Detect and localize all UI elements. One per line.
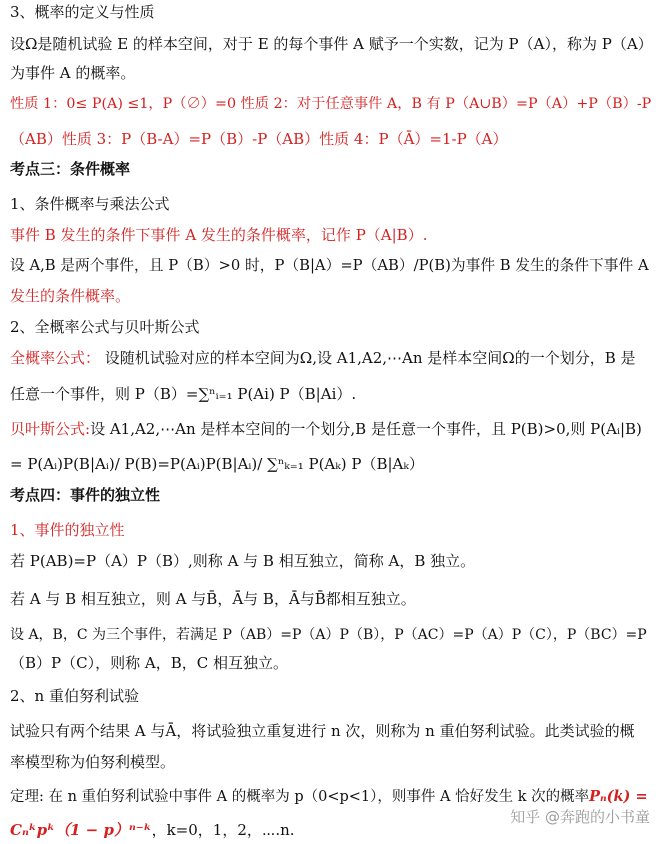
bernoulli-theorem-text: 定理: 在 n 重伯努利试验中事件 A 的概率为 p（0<p<1），则事件 A 恰好发生 k 次的概率 [10, 789, 590, 805]
independence-line-1: 若 P(AB)=P（A）P（B）,则称 A 与 B 相互独立，简称 A，B 独立。 [10, 552, 476, 570]
bernoulli-theorem-line-2 [10, 820, 295, 840]
heading-independence: 考点四：事件的独立性 [10, 486, 161, 504]
total-probability-line-2: 任意一个事件，则 P（B）=∑ⁿᵢ₌₁ P(Ai) P（B|Ai）. [10, 385, 357, 403]
subheading-bernoulli: 2、n 重伯努利试验 [10, 687, 139, 705]
conditional-line-1: 设 A,B 是两个事件，且 P（B）>0 时，P（B|A）=P（AB）/P(B)为事件 B 发生的条件下事件 A [10, 257, 649, 274]
bernoulli-k-values: ，k=0，1，2，⋯.n. [151, 821, 295, 839]
bernoulli-line-2: 率模型称为伯努利模型。 [10, 753, 176, 771]
definition-line-1: 设Ω是随机试验 E 的样本空间，对于 E 的每个事件 A 赋予一个实数，记为 P（A），称为 P（A） [10, 35, 653, 53]
total-probability-label: 全概率公式： [10, 349, 101, 367]
section-title-probability-definition: 3、概率的定义与性质 [10, 3, 155, 21]
independence-line-4: （B）P（C），则称 A，B，C 相互独立。 [10, 654, 288, 672]
bernoulli-line-1: 试验只有两个结果 A 与Ā，将试验独立重复进行 n 次，则称为 n 重伯努利试验。此类试验的概 [10, 722, 635, 740]
bayes-line-1 [10, 419, 642, 439]
heading-conditional-probability: 考点三：条件概率 [10, 160, 131, 178]
bayes-line-2: = P(Aᵢ)P(B|Aᵢ)/ P(B)=P(Aᵢ)P(B|Aᵢ)/ ∑ⁿₖ₌₁ P(Aₖ) P（B|Aₖ） [10, 455, 424, 473]
bayes-text: 设 A1,A2,⋯An 是样本空间的一个划分,B 是任意一个事件，且 P(B)>0,则 P(Aᵢ|B) [90, 420, 642, 438]
conditional-line-2: 发生的条件概率。 [10, 287, 131, 305]
total-probability-text: 设随机试验对应的样本空间为Ω,设 A1,A2,⋯An 是样本空间Ω的一个划分，B 是 [100, 349, 636, 367]
bernoulli-formula-lhs: Pₙ(k) = [589, 788, 648, 805]
bayes-label: 贝叶斯公式: [10, 420, 91, 438]
bernoulli-theorem-line-1 [10, 787, 648, 807]
properties-line-1: 性质 1：0≤ P(A) ≤1，P（∅）=0 性质 2：对于任意事件 A，B 有 P（A∪B）=P（A）+P（B）-P [10, 96, 652, 112]
subheading-total-probability-bayes: 2、全概率公式与贝叶斯公式 [10, 318, 200, 336]
definition-line-2: 为事件 A 的概率。 [10, 64, 136, 82]
subheading-multiplication-rule: 1、条件概率与乘法公式 [10, 195, 170, 213]
independence-line-2: 若 A 与 B 相互独立，则 A 与B̄，Ā与 B，Ā与B̄都相互独立。 [10, 590, 416, 608]
zhihu-watermark: 知乎 @奔跑的小书童 [510, 808, 650, 826]
subheading-independence: 1、事件的独立性 [10, 521, 125, 539]
total-probability-line-1 [10, 348, 636, 368]
conditional-probability-definition: 事件 B 发生的条件下事件 A 发生的条件概率，记作 P（A|B）. [10, 226, 428, 244]
bernoulli-formula-rhs: Cₙᵏpᵏ（1 − p）ⁿ⁻ᵏ [10, 821, 152, 839]
properties-line-2: （AB）性质 3：P（B-A）=P（B）-P（AB）性质 4：P（Ā）=1-P（A） [10, 130, 508, 148]
independence-line-3: 设 A，B，C 为三个事件，若满足 P（AB）=P（A）P（B），P（AC）=P（A）P（C），P（BC）=P [10, 627, 647, 643]
